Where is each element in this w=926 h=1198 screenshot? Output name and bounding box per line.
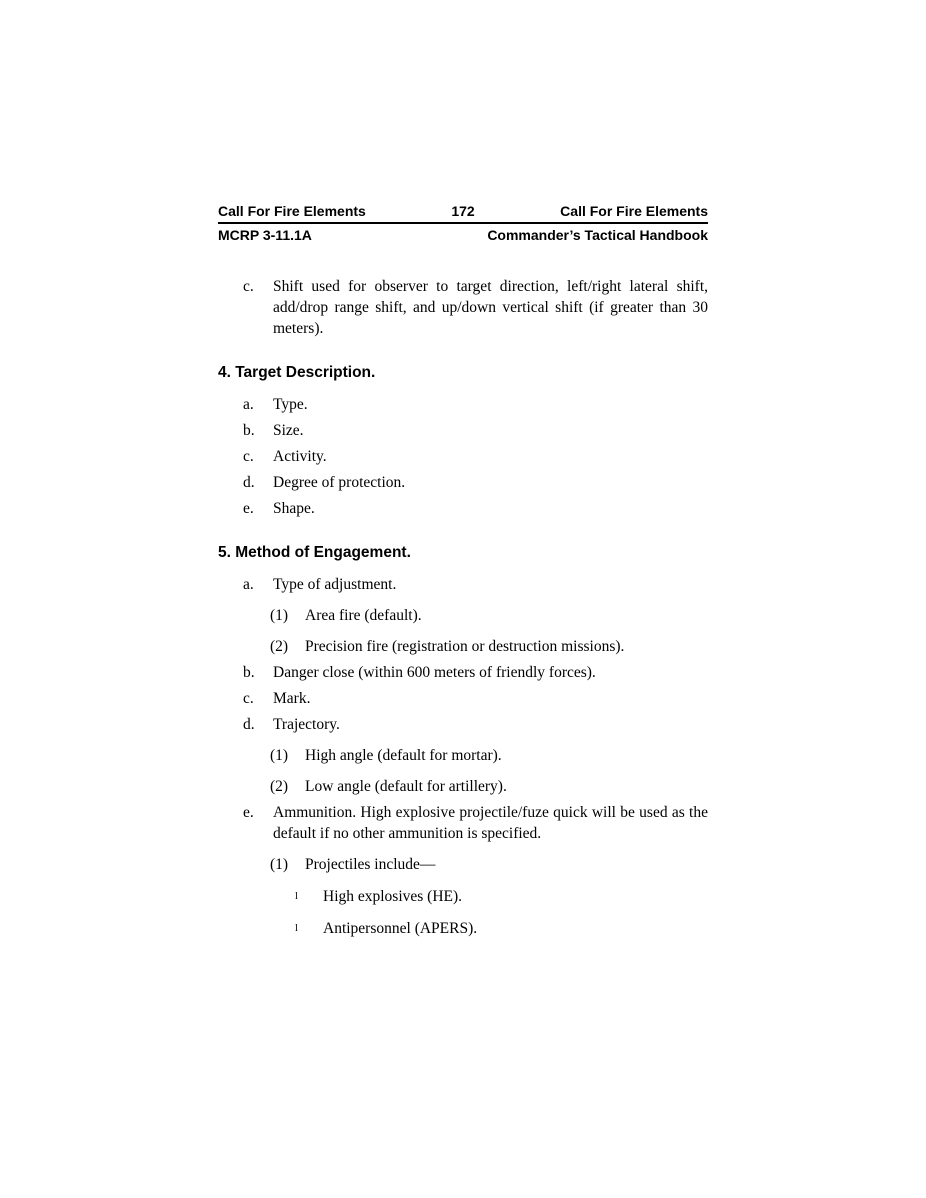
list-item-label: e. xyxy=(243,804,254,821)
sublist-item xyxy=(218,854,708,875)
bullet-item xyxy=(218,886,708,907)
list-item-label: a. xyxy=(243,396,254,413)
bullet-item-text: Antipersonnel (APERS). xyxy=(323,920,478,937)
list-item-label: b. xyxy=(243,664,255,681)
list-item xyxy=(218,472,708,493)
list-item-text: Size. xyxy=(273,422,304,439)
sublist-item xyxy=(218,605,708,626)
publication-number: MCRP 3-11.1A xyxy=(218,227,312,243)
list-item-label: c. xyxy=(243,448,254,465)
list-item-text: Type. xyxy=(273,396,308,413)
sublist-item-label: (1) xyxy=(270,747,289,764)
section-heading-target-description: 4. Target Description. xyxy=(218,364,376,381)
sublist-item-text: Projectiles include— xyxy=(305,856,436,873)
list-item-label: e. xyxy=(243,500,254,517)
list-item-text: Activity. xyxy=(273,448,327,465)
list-item xyxy=(218,662,708,683)
sublist-item xyxy=(218,636,708,657)
sublist-item xyxy=(218,745,708,766)
list-item-text: Shift used for observer to target direction, left/right lateral shift, add/drop range shift, and up/down vertical shift (if greater than 30 meters). xyxy=(273,278,708,337)
sublist-item-label: (1) xyxy=(270,856,289,873)
list-item xyxy=(218,420,708,441)
sublist-item-label: (2) xyxy=(270,638,289,655)
sublist-item-label: (1) xyxy=(270,607,289,624)
header-left-title: Call For Fire Elements xyxy=(218,203,366,219)
page-number: 172 xyxy=(451,203,475,219)
list-item xyxy=(218,714,708,735)
list-item xyxy=(218,498,708,519)
list-item-text: Degree of protection. xyxy=(273,474,406,491)
sublist-item-text: Area fire (default). xyxy=(305,607,422,624)
header-right-title: Call For Fire Elements xyxy=(560,203,708,219)
list-item-text: Ammunition. High explosive projectile/fuze quick will be used as the default if no other ammunition is specified. xyxy=(273,804,708,842)
sublist-item-label: (2) xyxy=(270,778,289,795)
bullet-item xyxy=(218,918,708,939)
sublist-item-text: Low angle (default for artillery). xyxy=(305,778,507,795)
header-row-1 xyxy=(218,203,708,224)
list-item xyxy=(218,802,708,844)
list-item xyxy=(218,394,708,415)
bullet-marker: l xyxy=(295,923,298,934)
list-item-text: Type of adjustment. xyxy=(273,576,397,593)
section-heading-method-of-engagement: 5. Method of Engagement. xyxy=(218,544,411,561)
page-header xyxy=(218,203,708,243)
list-item-label: a. xyxy=(243,576,254,593)
list-item-label: d. xyxy=(243,716,255,733)
list-item-text: Danger close (within 600 meters of friendly forces). xyxy=(273,664,596,681)
list-item xyxy=(218,276,708,339)
list-item xyxy=(218,574,708,595)
list-item-label: c. xyxy=(243,278,254,295)
header-row-2 xyxy=(218,227,708,243)
bullet-marker: l xyxy=(295,891,298,902)
list-item-text: Shape. xyxy=(273,500,315,517)
list-item xyxy=(218,446,708,467)
handbook-title: Commander’s Tactical Handbook xyxy=(487,227,708,243)
list-item-label: d. xyxy=(243,474,255,491)
list-item-text: Trajectory. xyxy=(273,716,340,733)
list-item-label: b. xyxy=(243,422,255,439)
sublist-item-text: High angle (default for mortar). xyxy=(305,747,502,764)
page-content xyxy=(218,203,708,939)
sublist-item-text: Precision fire (registration or destruction missions). xyxy=(305,638,625,655)
list-item-text: Mark. xyxy=(273,690,311,707)
sublist-item xyxy=(218,776,708,797)
list-item xyxy=(218,688,708,709)
list-item-label: c. xyxy=(243,690,254,707)
bullet-item-text: High explosives (HE). xyxy=(323,888,463,905)
